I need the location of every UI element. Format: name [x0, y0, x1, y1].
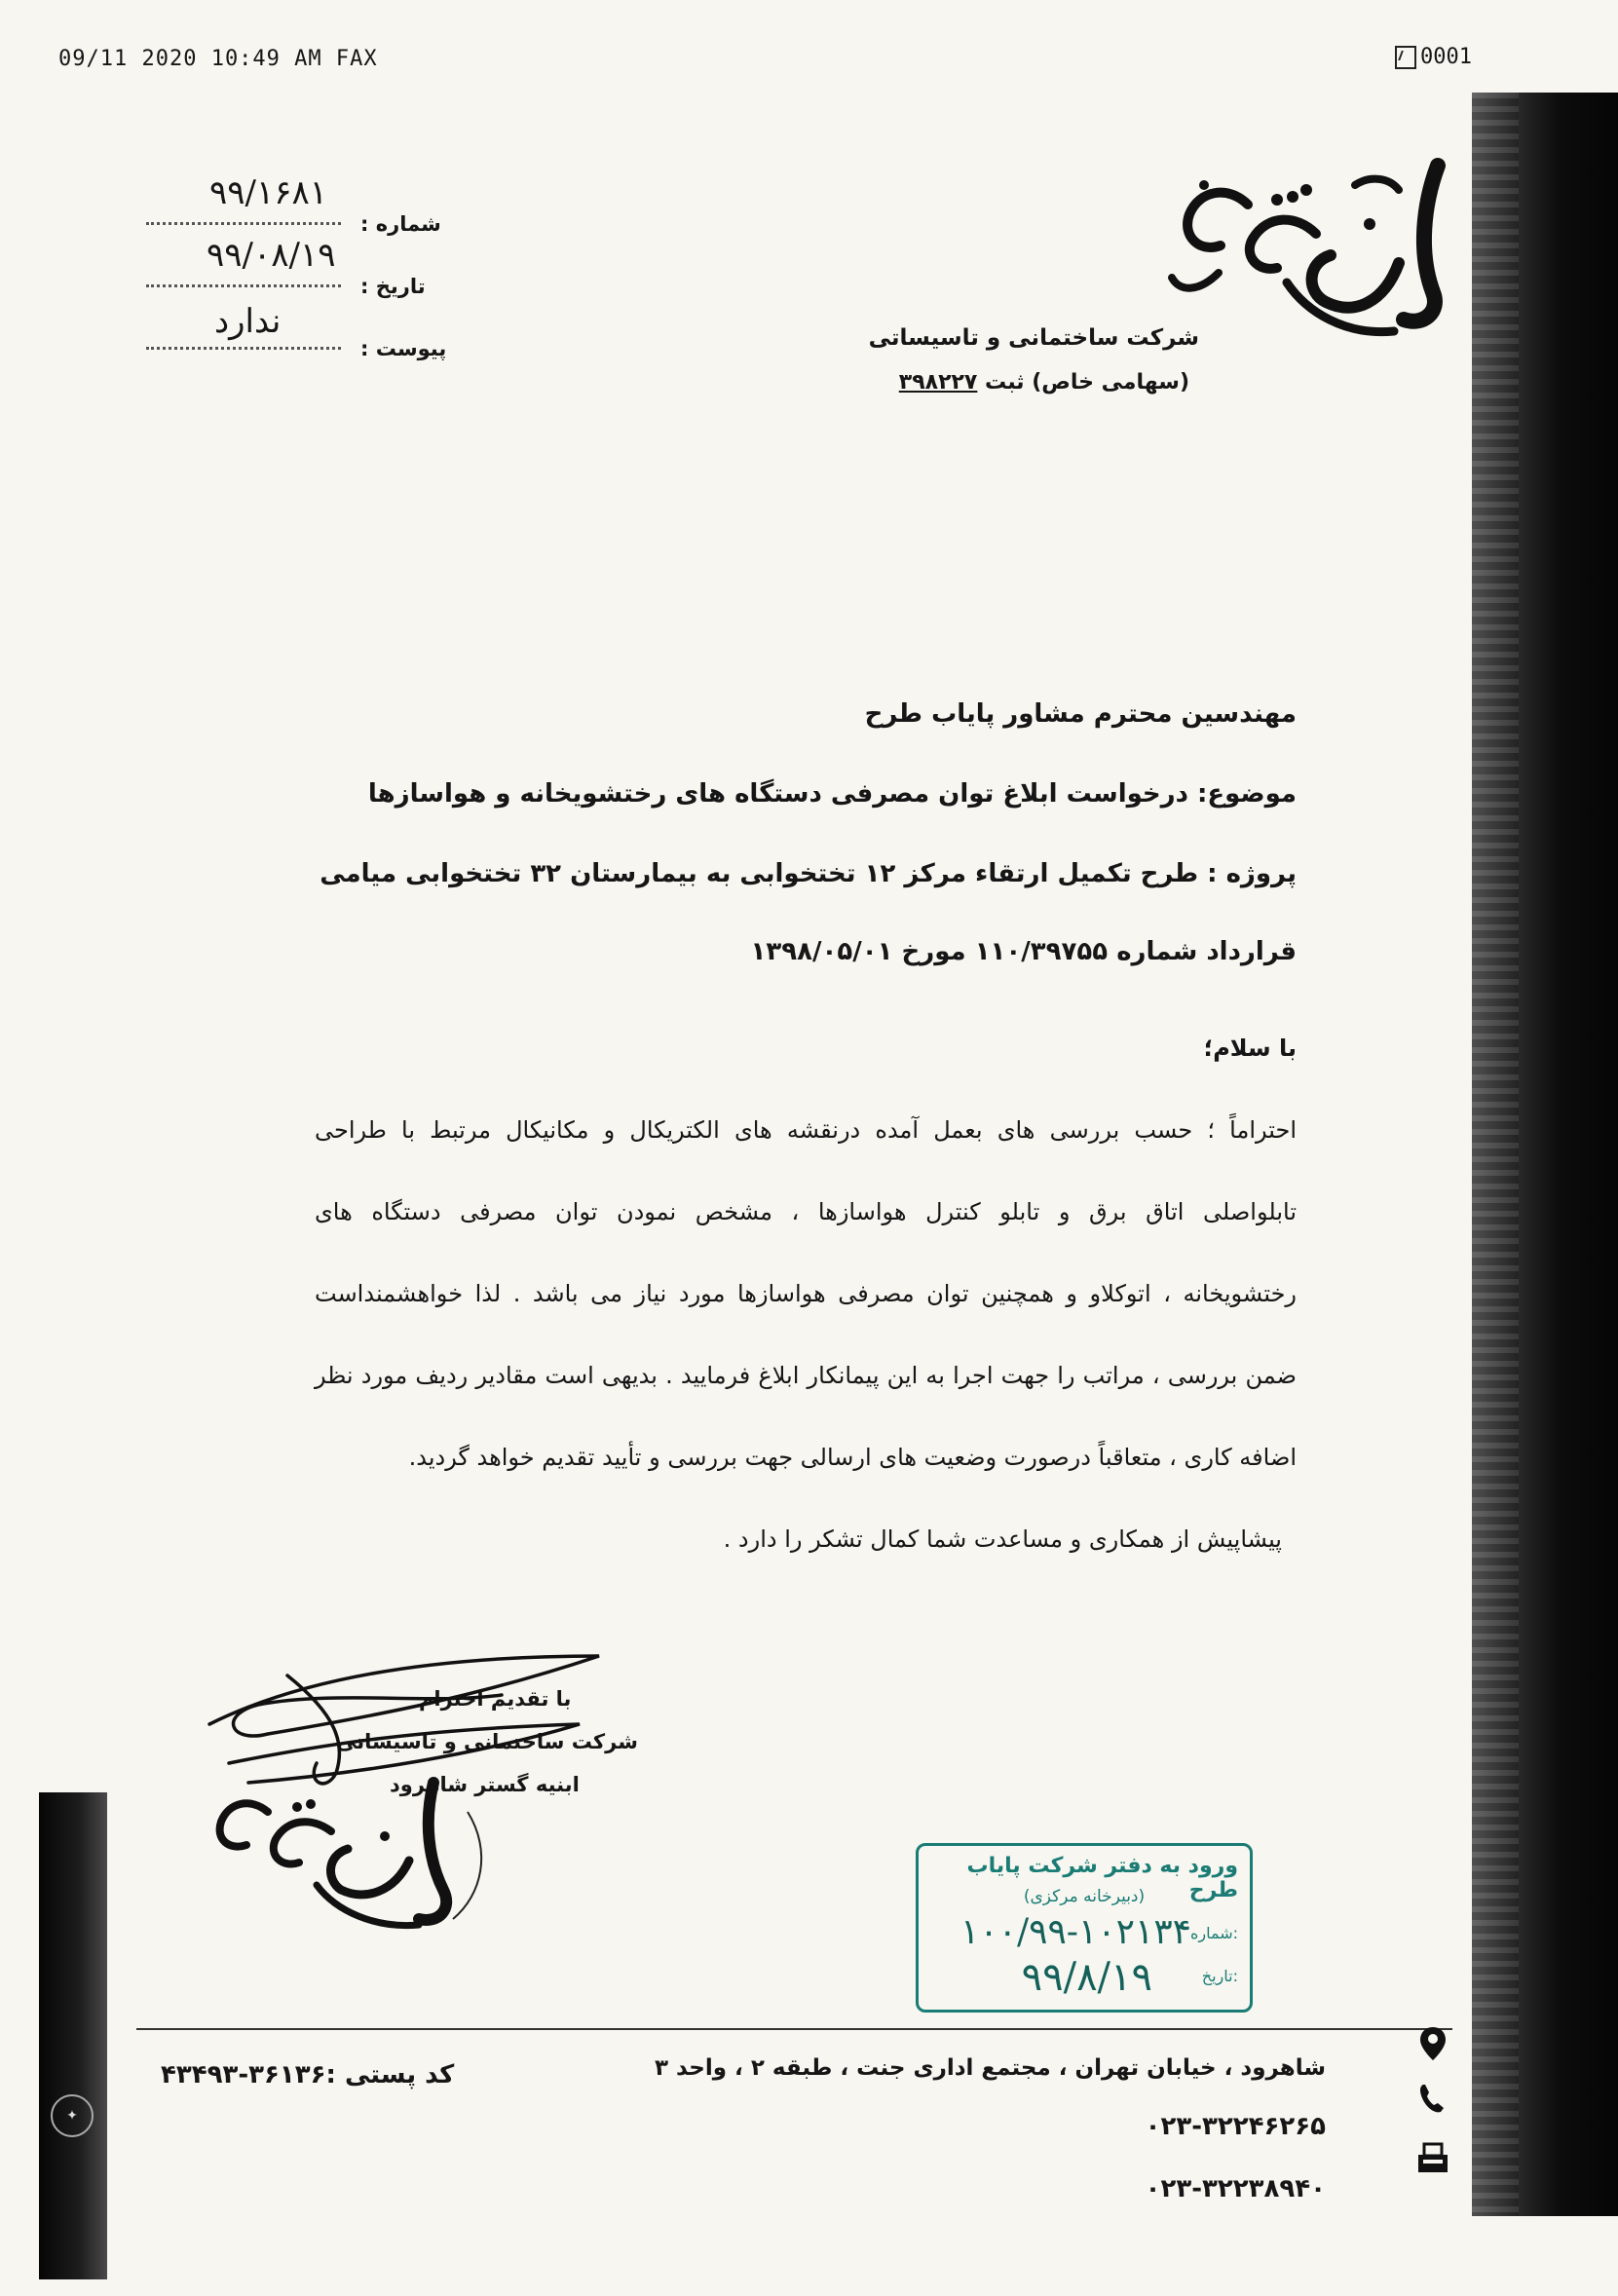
body-line: احتراماً ؛ حسب بررسی های بعمل آمده درنقشه های الکتریکال و مکانیکال مرتبط با طراحی: [315, 1116, 1297, 1144]
attachment-value: ندارد: [214, 302, 282, 341]
stamp-date-value: ۹۹/۸/۱۹: [1021, 1955, 1152, 2000]
body-line: اضافه کاری ، متعاقباً درصورت وضعیت های ارسالی جهت بررسی و تأیید تقدیم خواهد گردید.: [408, 1444, 1297, 1471]
project: پروژه : طرح تکمیل ارتقاء مرکز ۱۲ تختخوابی به بیمارستان ۳۲ تختخوابی میامی: [320, 859, 1297, 888]
stamp-date-label: تاریخ:: [1201, 1967, 1238, 1985]
recipient: مهندسین محترم مشاور پایاب طرح: [864, 699, 1297, 729]
footer-address: شاهرود ، خیابان تهران ، مجتمع اداری جنت ، طبقه ۲ ، واحد ۳: [654, 2055, 1326, 2081]
location-icon: [1413, 2024, 1452, 2063]
body-line: ضمن بررسی ، مراتب را جهت اجرا به این پیمانکار ابلاغ فرمایید . بدیهی است مقادیر ردیف مورد نظر: [315, 1362, 1297, 1389]
signature-line-1: با تقدیم احترام: [419, 1687, 572, 1711]
company-logo: [1160, 146, 1452, 351]
attachment-dots: [146, 347, 341, 350]
signature-line-3: ابنیه گستر شاهرود: [390, 1773, 580, 1796]
attachment-label: پیوست :: [360, 337, 447, 360]
fax-page-number: [1395, 45, 1472, 69]
company-registration-prefix: (سهامی خاص) ثبت: [985, 370, 1189, 395]
stamp-number-value: ۱۰۰/۹۹-۱۰۲۱۳۴: [960, 1912, 1191, 1952]
company-name: شرکت ساختمانی و تاسیساتی: [868, 325, 1199, 351]
fax-header: 09/11 2020 10:49 AM FAX: [58, 47, 378, 71]
fax-page-value: 0001: [1420, 45, 1472, 69]
fax-icon: [1413, 2139, 1452, 2178]
signature-line-2: شرکت ساختمانی و تاسیساتی: [336, 1730, 638, 1753]
footer-rule: [136, 2028, 1452, 2030]
stamp-number-label: شماره:: [1189, 1924, 1238, 1942]
company-registration-number: ۳۹۸۲۲۷: [898, 370, 978, 395]
date-value: ۹۹/۰۸/۱۹: [207, 236, 336, 275]
footer-phone-2: ۰۲۳-۳۲۲۳۸۹۴۰: [1145, 2174, 1326, 2203]
body-line: تابلواصلی اتاق برق و تابلو کنترل هواسازها ، مشخص نمودن توان مصرفی دستگاه های: [315, 1198, 1297, 1225]
number-value: ۹۹/۱۶۸۱: [209, 173, 328, 212]
contract: قرارداد شماره ۱۱۰/۳۹۷۵۵ مورخ ۱۳۹۸/۰۵/۰۱: [750, 937, 1297, 966]
stamp-title: ورود به دفتر شرکت پایاب طرح: [966, 1854, 1238, 1902]
entry-stamp: [916, 1843, 1253, 2013]
number-dots: [146, 222, 341, 225]
company-registration: [899, 370, 1189, 395]
body-line: رختشویخانه ، اتوکلاو و همچنین توان مصرفی هواسازها مورد نیاز می باشد . لذا خواهشمنداست: [315, 1280, 1297, 1307]
footer-phone-1: ۰۲۳-۳۲۲۴۶۲۶۵: [1145, 2112, 1326, 2141]
closing: پیشاپیش از همکاری و مساعدت شما کمال تشکر را دارد .: [723, 1525, 1282, 1553]
footer-postal-code: کد پستی :۳۶۱۳۶-۴۳۴۹۳: [161, 2060, 455, 2089]
subject: موضوع: درخواست ابلاغ توان مصرفی دستگاه های رختشویخانه و هواسازها: [367, 779, 1297, 809]
greeting: با سلام؛: [1203, 1035, 1297, 1062]
number-label: شماره :: [360, 212, 441, 236]
scan-edge-right: [1472, 93, 1618, 2216]
phone-icon: [1413, 2079, 1452, 2118]
emblem-icon: ✦: [51, 2094, 94, 2137]
stamp-subtitle: (دبیرخانه مرکزی): [1023, 1887, 1146, 1906]
date-dots: [146, 284, 341, 287]
date-label: تاریخ :: [360, 275, 426, 298]
scan-edge-left: [39, 1792, 107, 2279]
handwritten-signature: [190, 1637, 619, 1938]
fax-page-icon: [1395, 46, 1416, 69]
